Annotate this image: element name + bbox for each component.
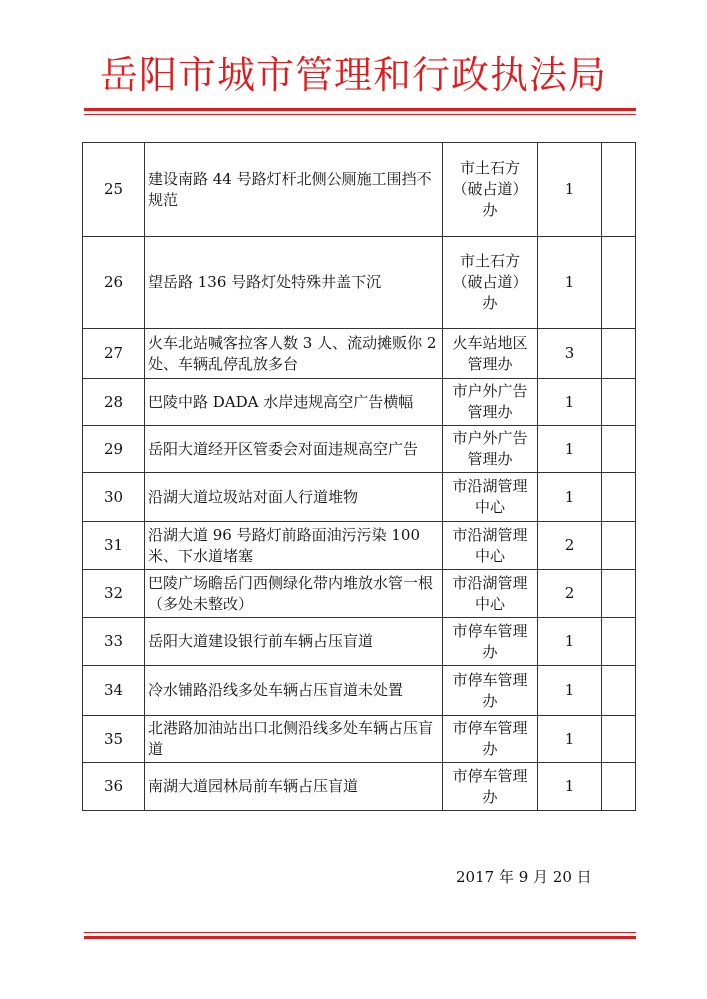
- letterhead-rule-thin: [84, 114, 636, 115]
- table-row: [83, 570, 636, 618]
- row-number: 35: [83, 716, 145, 763]
- row-description: 北港路加油站出口北侧沿线多处车辆占压盲道: [145, 716, 443, 763]
- row-number: 27: [83, 329, 145, 379]
- row-department: 市停车管理办: [443, 763, 538, 811]
- row-count: 1: [538, 143, 602, 237]
- row-count: 1: [538, 237, 602, 329]
- row-department: 市停车管理办: [443, 666, 538, 716]
- row-description: 建设南路 44 号路灯杆北侧公厕施工围挡不规范: [145, 143, 443, 237]
- table-row: [83, 426, 636, 473]
- row-note: [602, 143, 636, 237]
- row-department: 市沿湖管理中心: [443, 473, 538, 522]
- row-description: 沿湖大道垃圾站对面人行道堆物: [145, 473, 443, 522]
- table-row: [83, 379, 636, 426]
- row-count: 2: [538, 570, 602, 618]
- row-description: 岳阳大道经开区管委会对面违规高空广告: [145, 426, 443, 473]
- row-number: 29: [83, 426, 145, 473]
- row-description: 冷水铺路沿线多处车辆占压盲道未处置: [145, 666, 443, 716]
- row-description: 南湖大道园林局前车辆占压盲道: [145, 763, 443, 811]
- row-count: 1: [538, 666, 602, 716]
- row-note: [602, 763, 636, 811]
- row-number: 30: [83, 473, 145, 522]
- document-date: 2017 年 9 月 20 日: [456, 868, 592, 886]
- table-row: [83, 329, 636, 379]
- row-count: 1: [538, 763, 602, 811]
- row-note: [602, 618, 636, 666]
- row-note: [602, 237, 636, 329]
- table-row: [83, 143, 636, 237]
- row-note: [602, 666, 636, 716]
- row-count: 1: [538, 379, 602, 426]
- table-row: [83, 666, 636, 716]
- row-count: 1: [538, 473, 602, 522]
- table-row: [83, 763, 636, 811]
- footer-rule-thin: [84, 932, 636, 933]
- row-department: 市停车管理办: [443, 716, 538, 763]
- row-department: 市土石方（破占道）办: [443, 237, 538, 329]
- row-description: 望岳路 136 号路灯处特殊井盖下沉: [145, 237, 443, 329]
- row-description: 火车北站喊客拉客人数 3 人、流动摊贩你 2 处、车辆乱停乱放多台: [145, 329, 443, 379]
- row-note: [602, 570, 636, 618]
- table-row: [83, 237, 636, 329]
- row-count: 3: [538, 329, 602, 379]
- row-number: 26: [83, 237, 145, 329]
- row-department: 市沿湖管理中心: [443, 522, 538, 570]
- records-table: [82, 142, 636, 811]
- row-note: [602, 426, 636, 473]
- row-number: 36: [83, 763, 145, 811]
- row-number: 33: [83, 618, 145, 666]
- table-row: [83, 473, 636, 522]
- table-row: [83, 522, 636, 570]
- letterhead-rule-thick: [84, 108, 636, 111]
- row-count: 2: [538, 522, 602, 570]
- row-description: 沿湖大道 96 号路灯前路面油污污染 100 米、下水道堵塞: [145, 522, 443, 570]
- row-description: 巴陵广场瞻岳门西侧绿化带内堆放水管一根（多处未整改）: [145, 570, 443, 618]
- row-note: [602, 473, 636, 522]
- row-note: [602, 329, 636, 379]
- row-department: 市户外广告管理办: [443, 379, 538, 426]
- footer-rule-thick: [84, 936, 636, 939]
- row-number: 32: [83, 570, 145, 618]
- table-row: [83, 618, 636, 666]
- row-description: 巴陵中路 DADA 水岸违规高空广告横幅: [145, 379, 443, 426]
- row-number: 34: [83, 666, 145, 716]
- row-note: [602, 522, 636, 570]
- row-department: 市户外广告管理办: [443, 426, 538, 473]
- row-department: 火车站地区管理办: [443, 329, 538, 379]
- table-row: [83, 716, 636, 763]
- row-department: 市沿湖管理中心: [443, 570, 538, 618]
- row-count: 1: [538, 716, 602, 763]
- row-number: 28: [83, 379, 145, 426]
- row-count: 1: [538, 426, 602, 473]
- row-note: [602, 379, 636, 426]
- letterhead-title: 岳阳市城市管理和行政执法局: [99, 53, 607, 97]
- records-table-body: [83, 143, 636, 811]
- row-number: 31: [83, 522, 145, 570]
- row-description: 岳阳大道建设银行前车辆占压盲道: [145, 618, 443, 666]
- row-number: 25: [83, 143, 145, 237]
- row-count: 1: [538, 618, 602, 666]
- row-department: 市土石方（破占道）办: [443, 143, 538, 237]
- row-note: [602, 716, 636, 763]
- row-department: 市停车管理办: [443, 618, 538, 666]
